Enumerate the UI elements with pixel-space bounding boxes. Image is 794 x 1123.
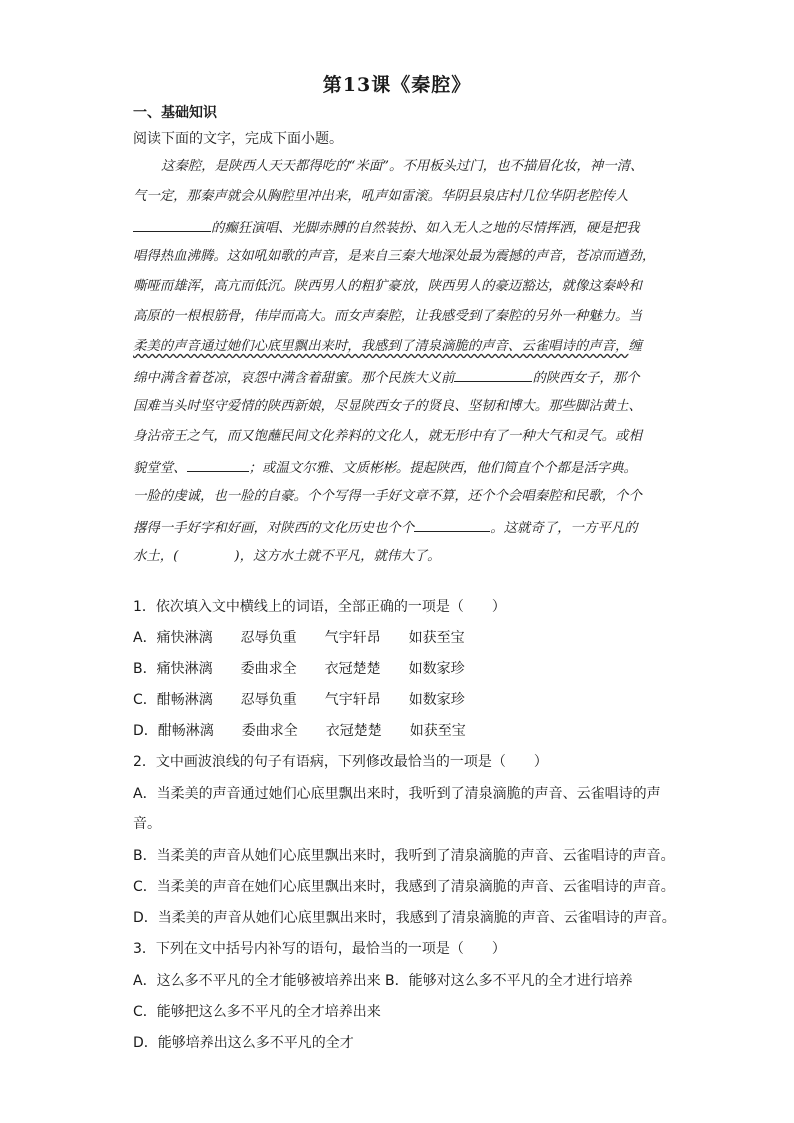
q1-option-b[interactable]: B．痛快淋漓 委曲求全 衣冠楚楚 如数家珍 bbox=[133, 661, 465, 677]
question-3-stem: 3．下列在文中括号内补写的语句，最恰当的一项是（ ） bbox=[133, 941, 506, 957]
section-heading: 一、基础知识 bbox=[133, 105, 217, 121]
passage-line: 水土，( )，这方水土就不平凡，就伟大了。 bbox=[133, 549, 441, 564]
q3-option-c[interactable]: C．能够把这么多不平凡的全才培养出来 bbox=[133, 1004, 381, 1020]
q1-option-d[interactable]: D．酣畅淋漓 委曲求全 衣冠楚楚 如获至宝 bbox=[133, 723, 466, 739]
passage-line: 的癫狂演唱、光脚赤膊的自然装扮、如入无人之地的尽情挥洒，硬是把我 bbox=[133, 218, 640, 236]
wavy-underlined-sentence: 柔美的声音通过她们心底里飘出来时，我感到了清泉滴脆的声音、云雀唱诗的声音， bbox=[133, 339, 629, 354]
page-title: 第13课《秦腔》 bbox=[322, 74, 472, 96]
passage-line: 唱得热血沸腾。这如吼如歌的声音，是来自三秦大地深处最为震撼的声音，苍凉而遒劲， bbox=[133, 249, 656, 264]
passage-line: 这秦腔，是陕西人天天都得吃的“米面”。不用板头过门，也不描眉化妆，神一清、 bbox=[161, 159, 644, 174]
passage-line: 柔美的声音通过她们心底里飘出来时，我感到了清泉滴脆的声音、云雀唱诗的声音，缠 bbox=[133, 339, 642, 354]
question-1-stem: 1．依次填入文中横线上的词语，全部正确的一项是（ ） bbox=[133, 599, 506, 615]
instruction-text: 阅读下面的文字，完成下面小题。 bbox=[133, 131, 343, 147]
passage-line: 绵中满含着苍凉，哀怨中满含着甜蜜。那个民族大义前 的陕西女子，那个 bbox=[133, 368, 640, 386]
answer-blank[interactable] bbox=[414, 518, 490, 532]
passage-line: 貌堂堂、 ；或温文尔雅、文质彬彬。提起陕西，他们简直个个都是活字典。 bbox=[133, 458, 637, 476]
passage-line: 嘶哑而雄浑，高亢而低沉。陕西男人的粗犷豪放，陕西男人的豪迈豁达，就像这秦岭和 bbox=[133, 279, 642, 294]
q2-option-a-continued: 音。 bbox=[133, 816, 161, 832]
passage-line: 身沾帝王之气，而又饱蘸民间文化养料的文化人，就无形中有了一种大气和灵气。或相 bbox=[133, 429, 642, 444]
q2-option-a[interactable]: A．当柔美的声音通过她们心底里飘出来时，我听到了清泉滴脆的声音、云雀唱诗的声 bbox=[133, 786, 661, 802]
answer-blank[interactable] bbox=[133, 218, 211, 232]
q2-option-c[interactable]: C．当柔美的声音在她们心底里飘出来时，我感到了清泉滴脆的声音、云雀唱诗的声音。 bbox=[133, 879, 675, 895]
passage-line: 一脸的虔诚，也一脸的自豪。个个写得一手好文章不算，还个个会唱秦腔和民歌，个个 bbox=[133, 489, 642, 504]
q2-option-b[interactable]: B．当柔美的声音从她们心底里飘出来时，我听到了清泉滴脆的声音、云雀唱诗的声音。 bbox=[133, 848, 675, 864]
passage-line: 气一定，那秦声就会从胸腔里冲出来，吼声如雷滚。华阴县泉店村几位华阴老腔传人 bbox=[133, 189, 629, 204]
q2-option-d[interactable]: D．当柔美的声音从她们心底里飘出来时，我感到了清泉滴脆的声音、云雀唱诗的声音。 bbox=[133, 910, 676, 926]
passage-line: 撂得一手好字和好画，对陕西的文化历史也个个 。这就奇了，一方平凡的 bbox=[133, 518, 638, 536]
passage-line: 国难当头时坚守爱情的陕西新娘，尽显陕西女子的贤良、坚韧和博大。那些脚沾黄土、 bbox=[133, 399, 642, 414]
question-2-stem: 2．文中画波浪线的句子有语病，下列修改最恰当的一项是（ ） bbox=[133, 754, 548, 770]
passage-line: 高原的一根根筋骨，伟岸而高大。而女声秦腔，让我感受到了秦腔的另外一种魅力。当 bbox=[133, 309, 642, 324]
q1-option-a[interactable]: A．痛快淋漓 忍辱负重 气宇轩昂 如获至宝 bbox=[133, 630, 465, 646]
q3-option-d[interactable]: D．能够培养出这么多不平凡的全才 bbox=[133, 1035, 354, 1051]
answer-blank[interactable] bbox=[454, 368, 532, 382]
answer-blank[interactable] bbox=[187, 458, 249, 472]
q1-option-c[interactable]: C．酣畅淋漓 忍辱负重 气宇轩昂 如数家珍 bbox=[133, 692, 465, 708]
q3-options-a-b[interactable]: A．这么多不平凡的全才能够被培养出来 B．能够对这么多不平凡的全才进行培养 bbox=[133, 973, 633, 989]
